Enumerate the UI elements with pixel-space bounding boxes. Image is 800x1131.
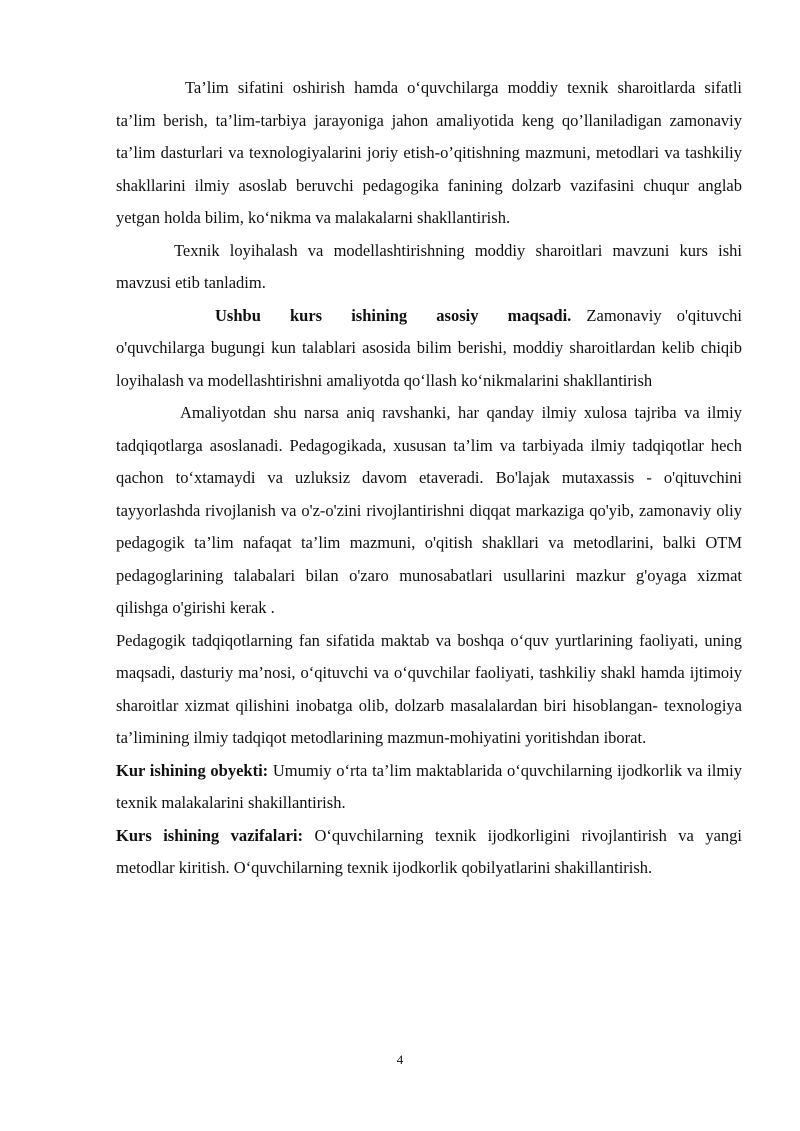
paragraph-tasks [116,820,742,885]
object-text: Umumiy o‘rta ta’lim maktablarida o‘quvchilarning ijodkorlik va ilmiy texnik malakalarini shakillantirish. [116,760,742,812]
tasks-text: O‘quvchilarning texnik ijodkorligini rivojlantirish va yangi metodlar kiritish. O‘quvchilarning texnik ijodkorlik qobilyatlarini shakillantirish. [116,825,742,877]
page-number: 4 [396,1052,404,1067]
paragraph-practice: Amaliyotdan shu narsa aniq ravshanki, har qanday ilmiy xulosa tajriba va ilmiy tadqiqotlarga asoslanadi. Pedagogikada, xususan ta’lim va tarbiyada ilmiy tadqiqotlar hech qachon to‘xtamaydi va uzluksiz davom etaveradi. Bo'lajak mutaxassis - o'qituvchini tayyorlashda rivojlanish va o'z-o'zini rivojlantirishni diqqat markaziga qo'yib, zamonaviy oliy pedagogik ta’lim nafaqat ta’lim mazmuni, o'qitish shakllari va metodlarini, balki OTM pedagoglarining talabalari bilan o'zaro munosabatlari usullarini mazkur g'oyaga xizmat qilishga o'girishi kerak . [116,403,742,617]
paragraph-topic: Texnik loyihalash va modellashtirishning moddiy sharoitlari mavzuni kurs ishi mavzusi etib tanladim. [116,240,742,292]
paragraph-goal [116,300,742,398]
paragraph-intro: Ta’lim sifatini oshirish hamda o‘quvchilarga moddiy texnik sharoitlarda sifatli ta’lim berish, ta’lim-tarbiya jarayoniga jahon amaliyotida keng qo’llaniladigan zamonaviy ta’lim dasturlari va texnologiyalarini joriy etish-o’qitishning mazmuni, metodlari va tashkiliy shakllarini ilmiy asoslab beruvchi pedagogika fanining dolzarb vazifasini chuqur anglab yetgan holda bilim, ko‘nikma va malakalarni shakllantirish. [116,78,742,227]
tasks-heading: Kurs ishining vazifalari: [116,825,303,845]
goal-text: Zamonaviy o'qituvchi o'quvchilarga bugungi kun talablari asosida bilim berishi, moddiy sharoitlardan kelib chiqib loyihalash va modellashtirishni amaliyotda qo‘llash ko‘nikmalarini shakllantirish [116,305,742,390]
paragraph-research: Pedagogik tadqiqotlarning fan sifatida maktab va boshqa o‘quv yurtlarining faoliyati, uning maqsadi, dasturiy ma’nosi, o‘qituvchi va o‘quvchilar faoliyati, tashkiliy shakl hamda ijtimoiy sharoitlar xizmat qilishini inobatga olib, dolzarb masalalardan biri hisoblangan- texnologiya ta’limining ilmiy tadqiqot metodlarining mazmun-mohiyatini yoritishdan iborat. [116,630,742,747]
goal-heading: Ushbu kurs ishining asosiy maqsadi. [215,305,572,325]
paragraph-object [116,755,742,820]
page-body [116,72,742,885]
object-heading: Kur ishining obyekti: [116,760,269,780]
